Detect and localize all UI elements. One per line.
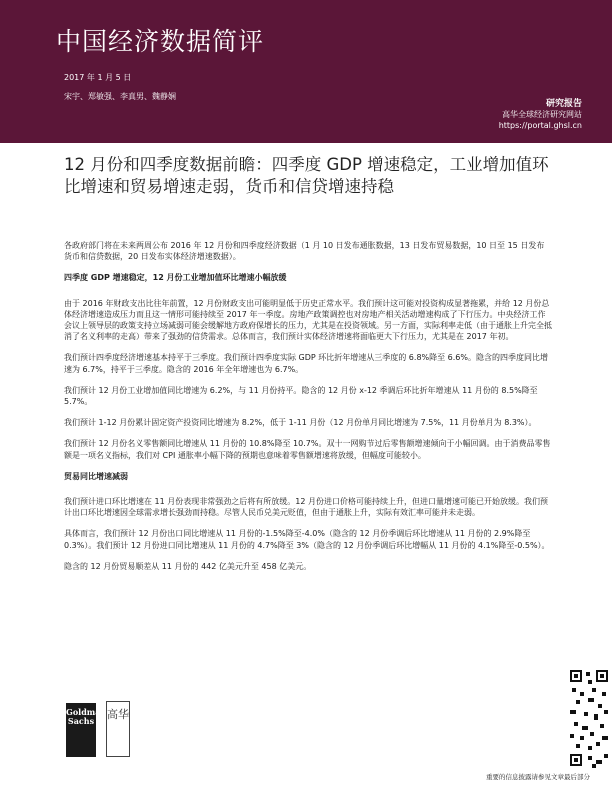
report-header: [0, 0, 612, 143]
goldman-sachs-logo: Goldman Sachs: [66, 703, 96, 757]
report-series-title: 中国经济数据简评: [56, 27, 265, 56]
paragraph-trade: 我们预计进口环比增速在 11 月份表现非常强劲之后将有所放缓。12 月份进口价格可能持续上升，但进口量增速可能已开始放缓。我们预计出口环比增速因全球需求增长强劲而持稳。尽管人民币兑美元贬值，但由于通胀上升，实际有效汇率可能并未走弱。: [64, 497, 548, 518]
report-body: [64, 240, 552, 582]
disclosure-footer: 重要的信息披露请参见文章最后部分: [486, 773, 590, 781]
intro-paragraph: 各政府部门将在未来两周公布 2016 年 12 月份和四季度经济数据（1 月 10 日发布通胀数据，13 日发布贸易数据，10 日至 15 日发布货币和信贷数据，20 日发布实体经济增速数据）。: [64, 241, 545, 262]
paragraph-trade-surplus: 隐含的 12 月份贸易顺差从 11 月份的 442 亿美元升至 458 亿美元。: [64, 561, 312, 571]
paragraph-industrial: 我们预计 12 月份工业增加值同比增速为 6.2%，与 11 月份持平。隐含的 12 月份 x-12 季调后环比折年增速从 11 月份的 8.5%降至 5.7%。: [64, 385, 538, 407]
page-title: 12 月份和四季度数据前瞻：四季度 GDP 增速稳定，工业增加值环比增速和贸易增速走弱，货币和信贷增速持稳: [64, 155, 549, 196]
report-authors: 宋宇、郑敏强、李真男、魏静娴: [64, 92, 176, 101]
paragraph-fai: 我们预计 1-12 月份累计固定资产投资同比增速为 8.2%，低于 1-11 月份（12 月份单月同比增速为 7.5%，11 月份单月为 8.3%）。: [64, 418, 537, 428]
gaohua-logo: 高华: [106, 701, 130, 757]
section-heading-trade: 贸易同比增速减弱: [64, 471, 128, 481]
paragraph-retail: 我们预计 12 月份名义零售额同比增速从 11 月份的 10.8%降至 10.7%。双十一网购节过后零售额增速倾向于小幅回调。由于消费品零售额是一项名义指标，我们对 CPI 通胀率小幅下降的预期也意味着零售额增速将放缓，但幅度可能较小。: [64, 439, 551, 460]
research-site-name: 高华全球经济研究网站: [502, 110, 582, 119]
report-type: 研究报告: [545, 99, 582, 109]
research-site-link[interactable]: https://portal.ghsl.cn: [498, 121, 582, 130]
paragraph-trade-detail: 具体而言，我们预计 12 月份出口同比增速从 11 月份的-1.5%降至-4.0%（隐含的 12 月份季调后环比增速从 11 月份的 2.9%降至 0.3%）。我们预计 12 月份进口同比增速从 11 月份的 4.7%降至 3%（隐含的 12 月份季调后环比增幅从 11 月份的 4.1%降至-0.5%）。: [64, 529, 550, 550]
paragraph-fiscal: 由于 2016 年财政支出比往年前置，12 月份财政支出可能明显低于历史正常水平。我们预计这可能对投资构成显著拖累，并给 12 月份总体经济增速造成压力而且这一情形可能持续至 2017 年一季度。房地产政策调控也对房地产相关活动增速构成了下行压力。中央经济工作会议上领导层的政策支持立场减弱可能会缓解地方政府保增长的压力，尤其是在投资领域。另一方面，实际利率走低（由于通胀上升完全抵消了名义利率的走高）带来了强劲的信贷需求。总体而言，我们预计实体经济增速将面临更大下行压力，尤其是在 2017 年初。: [64, 298, 552, 342]
report-date: 2017 年 1 月 5 日: [64, 73, 132, 82]
section-heading-gdp: 四季度 GDP 增速稳定，12 月份工业增加值环比增速小幅放缓: [64, 273, 287, 283]
paragraph-gdp: 我们预计四季度经济增速基本持平于三季度。我们预计四季度实际 GDP 环比折年增速从三季度的 6.8%降至 6.6%。隐含的四季度同比增速为 6.7%，持平于三季度。隐含的 2016 年全年增速也为 6.7%。: [64, 353, 548, 374]
qr-code-icon: [566, 664, 612, 772]
